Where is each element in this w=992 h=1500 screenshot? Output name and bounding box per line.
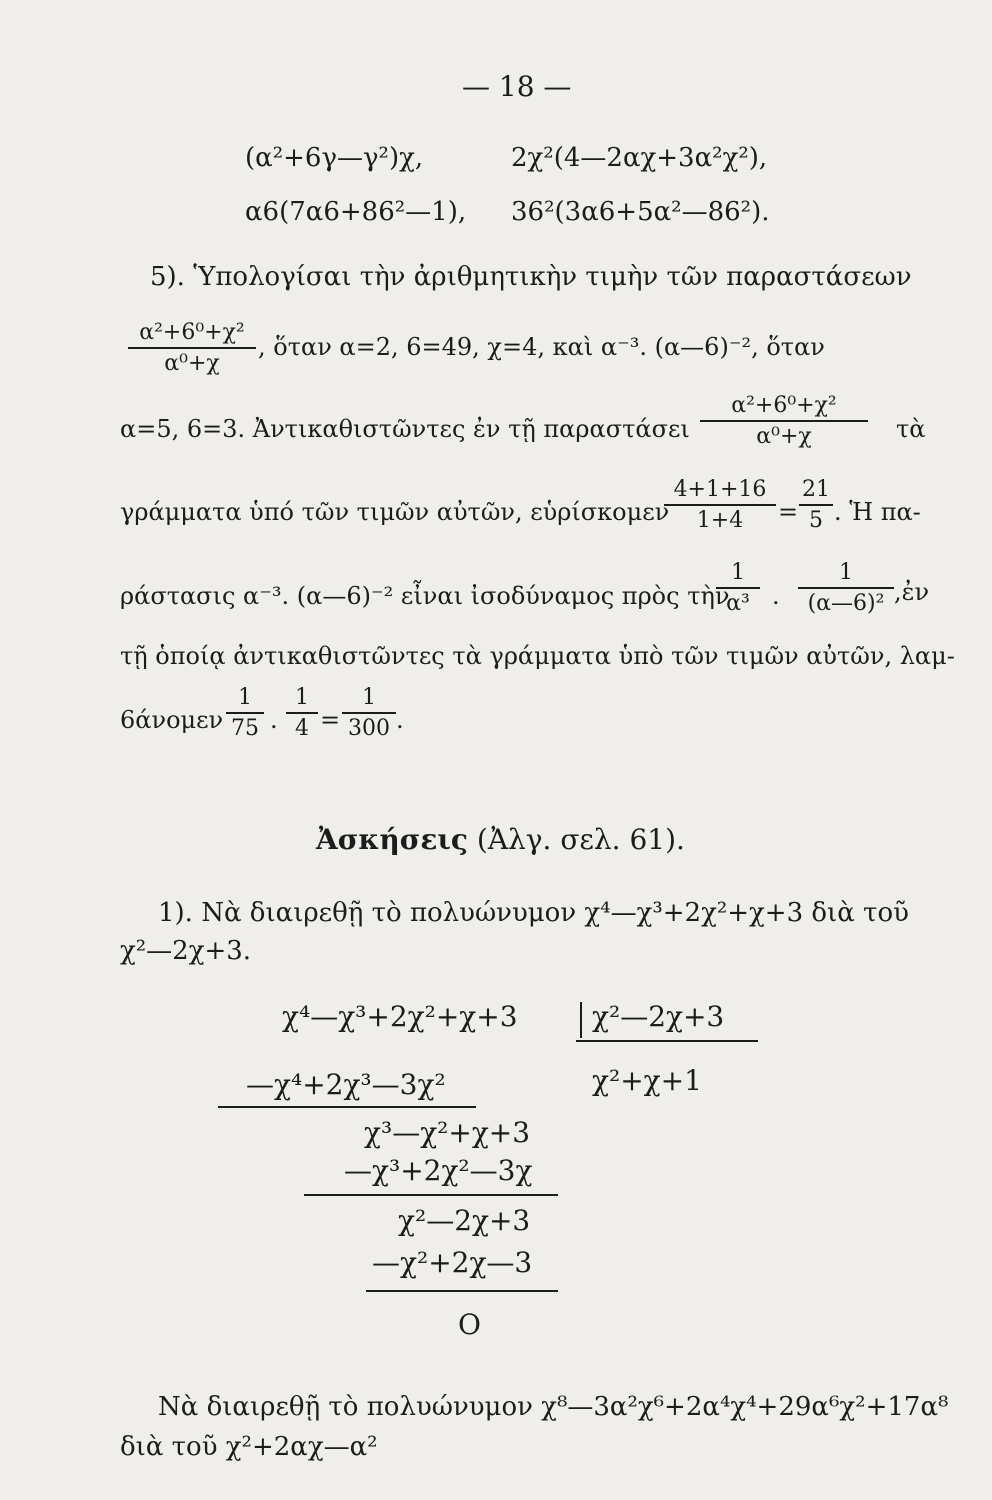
expression-2: 2χ²(4—2αχ+3α²χ²), — [511, 143, 768, 173]
problem-5-line-6-fraction-2 — [286, 685, 318, 741]
division-dividend: χ⁴—χ³+2χ²+χ+3 — [282, 1000, 518, 1033]
problem-5-line-6-fraction-1 — [226, 685, 264, 741]
problem-5-line-4-end: ,ἐν — [894, 578, 930, 606]
division-rule-3 — [366, 1290, 558, 1292]
fraction-numerator: 21 — [802, 477, 830, 502]
division-divisor: χ²—2χ+3 — [592, 1000, 725, 1033]
divisor-rule — [576, 1040, 758, 1042]
exercise-2-line-1: Νὰ διαιρεθῇ τὸ πολυώνυμον χ⁸—3α²χ⁶+2α⁴χ⁴+29α⁶χ²+17α⁸ — [158, 1392, 949, 1422]
division-final-remainder: O — [458, 1308, 481, 1341]
fraction-numerator: 1 — [238, 685, 252, 710]
problem-5-line-3-end: . Ἡ πα- — [834, 498, 921, 526]
expression-4: 36²(3α6+5α²—86²). — [511, 197, 770, 227]
division-bar-vertical — [580, 1002, 582, 1038]
problem-5-line-1: , ὅταν α=2, 6=49, χ=4, καὶ α⁻³. (α—6)⁻², ὅταν — [258, 333, 825, 361]
exercises-heading-reference: (Ἀλγ. σελ. 61). — [476, 823, 685, 856]
fraction-numerator: 1 — [731, 560, 745, 585]
fraction-numerator: α²+6⁰+χ² — [731, 393, 837, 418]
problem-5-line-5: τῇ ὁποίᾳ ἀντικαθιστῶντες τὰ γράμματα ὑπὸ τῶν τιμῶν αὐτῶν, λαμ- — [120, 642, 955, 670]
multiply-dot: . — [772, 582, 780, 610]
problem-5-line-2-fraction — [700, 393, 868, 449]
fraction-numerator: 1 — [839, 560, 853, 585]
exercises-heading — [316, 823, 685, 856]
division-rule-2 — [304, 1194, 558, 1196]
division-step-3: —χ²+2χ—3 — [372, 1246, 533, 1279]
exercises-heading-bold: Ἀσκήσεις — [316, 823, 468, 856]
fraction-denominator: 300 — [342, 712, 396, 741]
fraction-denominator: 75 — [226, 712, 264, 741]
fraction-numerator: 1 — [362, 685, 376, 710]
page-number: — 18 — — [462, 70, 572, 103]
exercise-1-line-1: 1). Νὰ διαιρεθῇ τὸ πολυώνυμον χ⁴—χ³+2χ²+χ+3 διὰ τοῦ — [158, 898, 909, 928]
division-rule-1 — [218, 1106, 476, 1108]
problem-5-line-3: γράμματα ὑπό τῶν τιμῶν αὐτῶν, εὑρίσκομεν — [120, 498, 670, 526]
fraction-numerator: α²+6⁰+χ² — [139, 320, 245, 345]
exercise-2-line-2: διὰ τοῦ χ²+2αχ—α² — [120, 1432, 378, 1462]
division-quotient: χ²+χ+1 — [592, 1064, 702, 1097]
fraction-denominator: (α—6)² — [798, 587, 894, 616]
expression-1: (α²+6γ—γ²)χ, — [245, 143, 424, 173]
fraction-denominator: 5 — [799, 504, 833, 533]
period: . — [396, 706, 404, 734]
equals-sign: = — [320, 706, 341, 734]
fraction-denominator: α⁰+χ — [128, 347, 256, 376]
fraction-denominator: α³ — [716, 587, 760, 616]
division-step-1: —χ⁴+2χ³—3χ² — [246, 1068, 446, 1101]
problem-5-line-3-fraction-1 — [664, 477, 776, 533]
problem-5-line-2: α=5, 6=3. Ἀντικαθιστῶντες ἐν τῇ παραστάσει — [120, 415, 690, 443]
fraction-numerator: 4+1+16 — [673, 477, 767, 502]
problem-5-line-6-fraction-3 — [342, 685, 396, 741]
problem-5-line-3-fraction-2 — [799, 477, 833, 533]
division-remainder-1: χ³—χ²+χ+3 — [364, 1116, 531, 1149]
problem-5-line-4-fraction-1 — [716, 560, 760, 616]
problem-5-line-4-fraction-2 — [798, 560, 894, 616]
fraction-denominator: 4 — [286, 712, 318, 741]
problem-5-line-6: 6άνομεν — [120, 706, 224, 734]
exercise-1-line-2: χ²—2χ+3. — [120, 936, 252, 966]
division-remainder-2: χ²—2χ+3 — [398, 1204, 531, 1237]
problem-5-line-4: ράστασις α⁻³. (α—6)⁻² εἶναι ἰσοδύναμος πρὸς τὴν — [120, 582, 730, 610]
fraction-numerator: 1 — [295, 685, 309, 710]
multiply-dot: . — [270, 706, 278, 734]
fraction-denominator: 1+4 — [664, 504, 776, 533]
fraction-denominator: α⁰+χ — [700, 420, 868, 449]
division-step-2: —χ³+2χ²—3χ — [344, 1154, 533, 1187]
problem-5-heading: 5). Ὑπολογίσαι τὴν ἀριθμητικὴν τιμὴν τῶν παραστάσεων — [150, 262, 912, 292]
problem-5-fraction — [128, 320, 256, 376]
equals-sign: = — [778, 498, 799, 526]
expression-3: α6(7α6+86²—1), — [245, 197, 467, 227]
problem-5-line-2-end: τὰ — [896, 415, 926, 443]
